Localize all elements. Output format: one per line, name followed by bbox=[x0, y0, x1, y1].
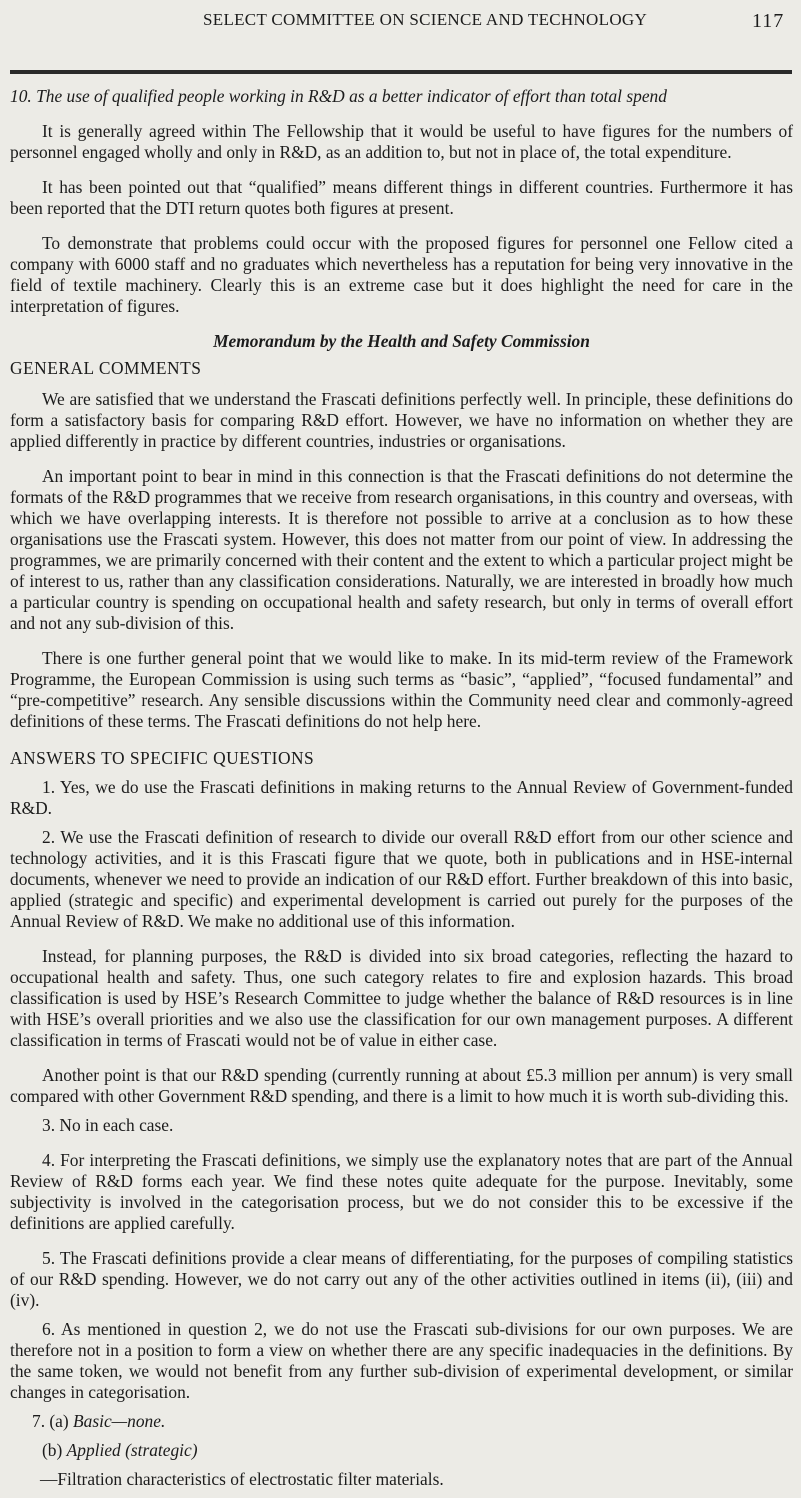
paragraph: It is generally agreed within The Fellowship that it would be useful to have figures for the numbers of personnel engaged wholly and only in R&D, as an addition to, but not in place of, the total expenditure. bbox=[10, 121, 793, 162]
page-header bbox=[0, 10, 801, 50]
answer-1: 1. Yes, we do use the Frascati definitions in making returns to the Annual Review of Government-funded R&D. bbox=[10, 777, 793, 818]
answer-7b-item: —Filtration characteristics of electrostatic filter materials. bbox=[40, 1469, 444, 1489]
paragraph: An important point to bear in mind in this connection is that the Frascati definitions do not determine the formats of the R&D programmes that we receive from research organisations, in this country and overseas, with which we have overlapping interests. It is therefore not possible to arrive at a conclusion as to how these organisations use the Frascati system. However, this does not matter from our point of view. In addressing the programmes, we are primarily concerned with their content and the extent to which a particular project might be of interest to us, rather than any classification considerations. Naturally, we are interested in broadly how much a particular country is spending on occupational health and safety research, but only in terms of overall effort and not any sub-division of this. bbox=[10, 466, 793, 633]
memorandum-title: Memorandum by the Health and Safety Commission bbox=[213, 331, 590, 351]
document-body bbox=[10, 86, 793, 1498]
paragraph: There is one further general point that we would like to make. In its mid-term review of the Framework Programme, the European Commission is using such terms as “basic”, “applied”, “focused fundamental” and “pre-competitive” research. Any sensible discussions within the Community need clear and commonly-agreed definitions of these terms. The Frascati definitions do not help here. bbox=[10, 648, 793, 731]
paragraph: It has been pointed out that “qualified” means different things in different countries. Furthermore it has been reported that the DTI return quotes both figures at present. bbox=[10, 177, 793, 218]
section-heading-general: GENERAL COMMENTS bbox=[10, 358, 202, 378]
answer-3: 3. No in each case. bbox=[42, 1115, 174, 1135]
paragraph: To demonstrate that problems could occur with the proposed figures for personnel one Fellow cited a company with 6000 staff and no graduates which nevertheless has a reputation for being very innovative in the field of textile machinery. Clearly this is an extreme case but it does highlight the need for care in the interpretation of figures. bbox=[10, 233, 793, 316]
paragraph: We are satisfied that we understand the Frascati definitions perfectly well. In principle, these definitions do form a satisfactory basis for comparing R&D effort. However, we have no information on whether they are applied differently in practice by different countries, industries or organisations. bbox=[10, 389, 793, 451]
header-rule bbox=[10, 70, 792, 74]
answer-7a bbox=[10, 1411, 793, 1432]
page-number: 117 bbox=[752, 10, 785, 32]
paragraph: Instead, for planning purposes, the R&D is divided into six broad categories, reflecting the hazard to occupational health and safety. Thus, one such category relates to fire and explosion hazards. This broad classification is used by HSE’s Research Committee to judge whether the balance of R&D resources is in line with HSE’s overall priorities and we also use the classification for our own management purposes. A different classification in terms of Frascati would not be of value in either case. bbox=[10, 946, 793, 1050]
answer-6: 6. As mentioned in question 2, we do not use the Frascati sub-divisions for our own purposes. We are therefore not in a position to form a view on whether there are any specific inadequacies in the definitions. By the same token, we would not benefit from any further sub-division of experimental development, or similar changes in categorisation. bbox=[10, 1319, 793, 1402]
paragraph: Another point is that our R&D spending (currently running at about £5.3 million per annum) is very small compared with other Government R&D spending, and there is a limit to how much it is worth sub-dividing this. bbox=[10, 1065, 793, 1106]
answer-2: 2. We use the Frascati definition of research to divide our overall R&D effort from our other science and technology activities, and it is this Frascati figure that we quote, both in publications and in HSE-internal documents, whenever we need to provide an indication of our R&D effort. Further breakdown of this into basic, applied (strategic and specific) and experimental development is carried out purely for the purposes of the Annual Review of R&D. We make no additional use of this information. bbox=[10, 827, 793, 931]
section-heading-answers: ANSWERS TO SPECIFIC QUESTIONS bbox=[10, 748, 315, 768]
answer-7b: (b) Applied (strategic) bbox=[42, 1440, 198, 1460]
running-title: SELECT COMMITTEE ON SCIENCE AND TECHNOLOGY bbox=[203, 10, 648, 29]
answer-7a-text: 7. (a) Basic—none. bbox=[32, 1411, 166, 1431]
section-heading: 10. The use of qualified people working in R&D as a better indicator of effort than total spend bbox=[10, 86, 667, 106]
answer-5: 5. The Frascati definitions provide a clear means of differentiating, for the purposes of compiling statistics of our R&D spending. However, we do not carry out any of the other activities outlined in items (ii), (iii) and (iv). bbox=[10, 1248, 793, 1310]
answer-4: 4. For interpreting the Frascati definitions, we simply use the explanatory notes that are part of the Annual Review of R&D forms each year. We find these notes quite adequate for the purpose. Inevitably, some subjectivity is involved in the categorisation process, but we do not consider this to be excessive if the definitions are applied carefully. bbox=[10, 1150, 793, 1233]
